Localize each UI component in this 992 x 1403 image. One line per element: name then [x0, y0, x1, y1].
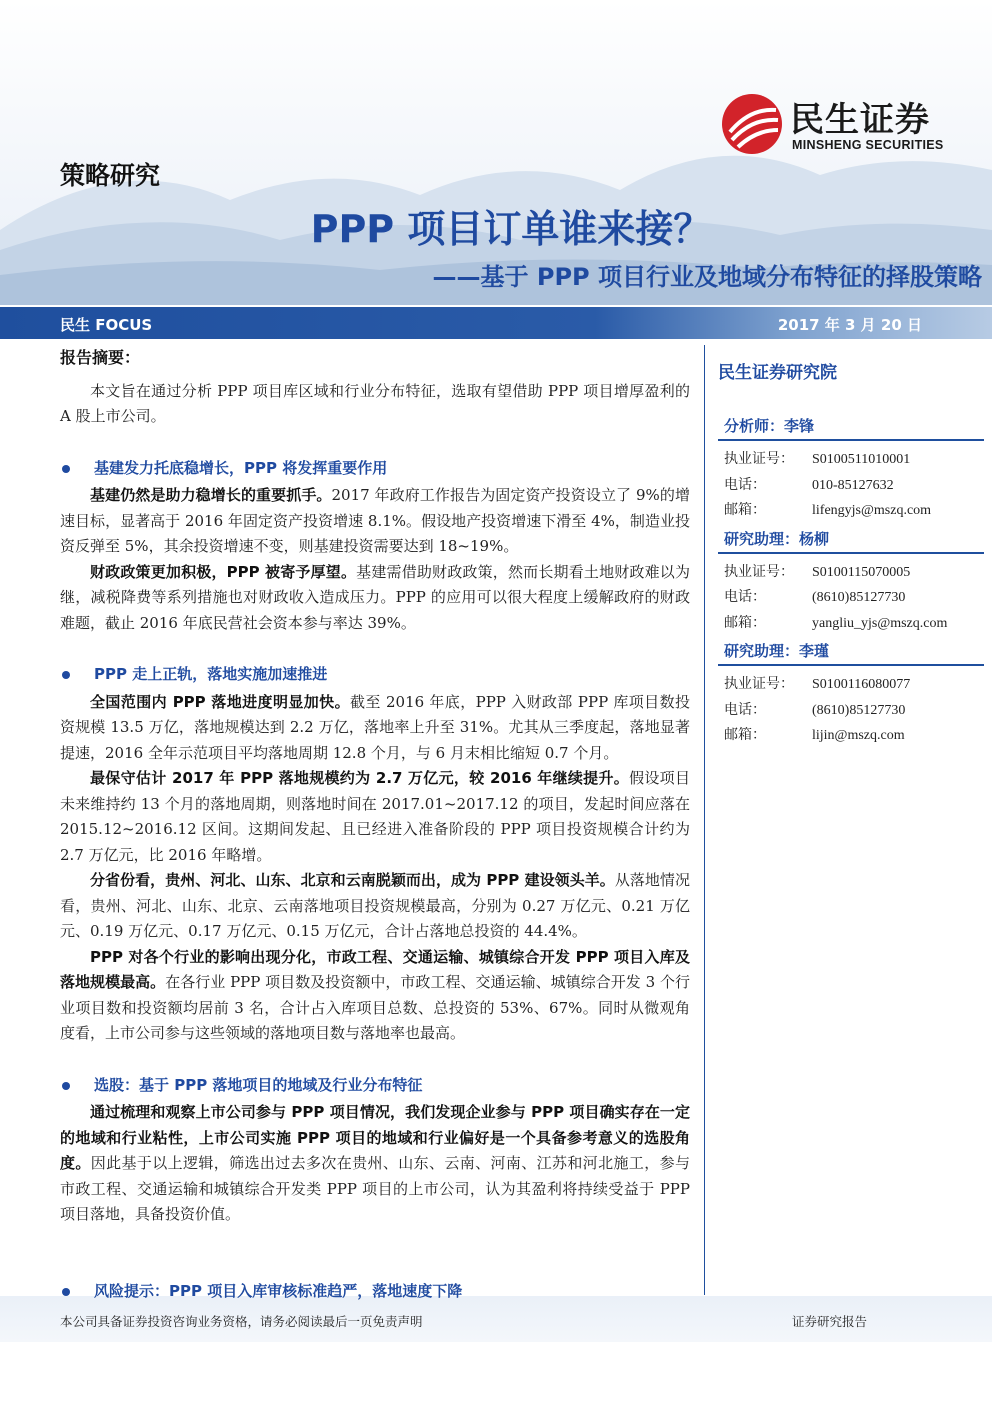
info-key: 电话： — [724, 589, 766, 605]
assistant-block — [718, 640, 984, 749]
info-value: S0100511010001 — [812, 452, 911, 467]
paragraph-text: 从落地情况看，贵州、河北、山东、北京、云南落地项目投资规模最高，分别为 0.27 万亿元、0.21 万亿元、0.19 万亿元、0.17 万亿元、0.15 万亿元，合计占落地总投资的 44.4%。 — [60, 871, 690, 940]
minsheng-logo-icon — [720, 92, 784, 156]
info-row — [718, 560, 984, 586]
paragraph — [60, 690, 690, 767]
paragraph-lead: 全国范围内 PPP 落地进度明显加快。 — [90, 692, 351, 711]
info-row — [718, 611, 984, 637]
email-link[interactable]: lifengyjs@mszq.com — [812, 503, 932, 518]
bullet-icon — [62, 465, 70, 473]
section-heading — [60, 662, 690, 688]
info-value: 010-85127632 — [812, 477, 894, 493]
risk-warning — [60, 1280, 462, 1301]
analyst-block — [718, 415, 984, 524]
paragraph — [60, 868, 690, 945]
paragraph-text: 假设项目未来维持约 13 个月的落地周期，则落地时间在 2017.01~2017.12 的项目，发起时间应落在 2015.12~2016.12 区间。这期间发起、且已经进入准备阶段的 PPP 项目投资规模合计约为 2.7 万亿元，比 2016 年略增。 — [60, 769, 690, 864]
info-value: S0100116080077 — [812, 677, 911, 692]
paragraph-text: 截至 2016 年底，PPP 入财政部 PPP 库项目数投资规模 13.5 万亿，落地规模达到 2.2 万亿，落地率上升至 31%。尤其从三季度起，落地显著提速，2016 全年示范项目平均落地周期 12.8 个月，与 6 月末相比缩短 0.7 个月。 — [60, 692, 690, 762]
bar-series-label: 民生 FOCUS — [60, 316, 153, 334]
bullet-icon — [62, 671, 70, 679]
institute-name: 民生证券研究院 — [718, 363, 837, 383]
info-row — [718, 447, 984, 473]
email-link[interactable]: lijin@mszq.com — [812, 728, 905, 743]
main-column — [60, 345, 690, 1228]
section-heading — [60, 456, 690, 482]
paragraph — [60, 560, 690, 637]
info-key: 执业证号： — [724, 451, 794, 467]
info-key: 邮箱： — [724, 727, 766, 743]
paragraph-lead: PPP 对各个行业的影响出现分化，市政工程、交通运输、城镇综合开发 PPP 项目入库及落地规模最高。 — [60, 947, 690, 991]
paragraph — [60, 483, 690, 560]
info-key: 邮箱： — [724, 614, 766, 631]
paragraph-lead: 基建仍然是助力稳增长的重要抓手。 — [90, 486, 332, 504]
paragraph-lead: 通过梳理和观察上市公司参与 PPP 项目情况，我们发现企业参与 PPP 项目确实存在一定的地域和行业粘性，上市公司实施 PPP 项目的地域和行业偏好是一个具备参考意义的选股角度。 — [60, 1103, 690, 1172]
info-row — [718, 672, 984, 698]
report-subtitle: ——基于 PPP 项目行业及地域分布特征的择股策略 — [432, 263, 982, 291]
paragraph-lead: 最保守估计 2017 年 PPP 落地规模约为 2.7 万亿元，较 2016 年继续提升。 — [90, 769, 630, 787]
person-title: 研究助理：杨柳 — [718, 528, 984, 554]
section-title: 基建发力托底稳增长，PPP 将发挥重要作用 — [94, 458, 388, 477]
info-key: 电话： — [724, 701, 766, 718]
info-key: 邮箱： — [724, 502, 766, 518]
bullet-icon — [62, 1288, 70, 1296]
bullet-icon — [62, 1082, 70, 1090]
info-row — [718, 498, 984, 524]
report-date: 2017 年 3 月 20 日 — [777, 316, 922, 334]
info-key: 执业证号： — [724, 563, 794, 580]
section-title: PPP 走上正轨，落地实施加速推进 — [94, 665, 328, 683]
footer-disclaimer: 本公司具备证券投资咨询业务资格，请务必阅读最后一页免责声明 — [60, 1314, 423, 1329]
section-heading — [60, 1073, 690, 1099]
paragraph-text: 在各行业 PPP 项目数及投资额中，市政工程、交通运输、城镇综合开发 3 个行业项目数和投资额均居前 3 名，合计占入库项目总数、总投资的 53%、67%。同时从微观角度看，上市公司参与这些领域的落地项目数与落地率也最高。 — [60, 973, 690, 1042]
logo-english-name: MINSHENG SECURITIES — [792, 138, 944, 152]
report-title: PPP 项目订单谁来接？ — [310, 207, 712, 251]
paragraph-lead: 分省份看，贵州、河北、山东、北京和云南脱颖而出，成为 PPP 建设领头羊。 — [90, 871, 615, 889]
info-row — [718, 698, 984, 724]
assistant-block — [718, 528, 984, 637]
paragraph-text: 基建需借助财政政策，然而长期看土地财政难以为继，减税降费等系列措施也对财政收入造成压力。PPP 的应用可以很大程度上缓解政府的财政难题，截止 2016 年底民营社会资本参与率达 39%。 — [60, 562, 690, 632]
info-row — [718, 723, 984, 749]
info-key: 电话： — [724, 476, 766, 493]
paragraph — [60, 766, 690, 868]
summary-intro: 本文旨在通过分析 PPP 项目库区域和行业分布特征，选取有望借助 PPP 项目增厚盈利的 A 股上市公司。 — [60, 381, 690, 425]
summary-heading: 报告摘要： — [60, 348, 141, 367]
column-divider — [704, 345, 705, 1295]
info-value: (8610)85127730 — [812, 702, 906, 718]
info-key: 执业证号： — [724, 676, 794, 692]
footer-doc-type: 证券研究报告 — [791, 1314, 867, 1329]
info-value: (8610)85127730 — [812, 590, 906, 605]
paragraph-lead: 财政政策更加积极，PPP 被寄予厚望。 — [90, 562, 357, 581]
risk-text: 风险提示：PPP 项目入库审核标准趋严，落地速度下降 — [94, 1282, 463, 1300]
info-row — [718, 473, 984, 499]
section-title: 选股：基于 PPP 落地项目的地域及行业分布特征 — [94, 1075, 423, 1094]
person-title: 分析师：李锋 — [718, 415, 984, 441]
sidebar — [718, 358, 984, 753]
paragraph — [60, 1100, 690, 1228]
logo-chinese-name: 民生证券 — [790, 100, 930, 140]
company-logo — [720, 92, 960, 158]
paragraph-text: 因此基于以上逻辑，筛选出过去多次在贵州、山东、云南、河南、江苏和河北施工，参与市政工程、交通运输和城镇综合开发类 PPP 项目的上市公司，认为其盈利将持续受益于 PPP 项目落地，具备投资价值。 — [60, 1154, 690, 1223]
paragraph-text: 2017 年政府工作报告为固定资产投资设立了 9%的增速目标，显著高于 2016 年固定资产投资增速 8.1%。假设地产投资增速下滑至 4%，制造业投资反弹至 5%，其余投资增速不变，则基建投资需要达到 18~19%。 — [60, 486, 690, 555]
email-link[interactable]: yangliu_yjs@mszq.com — [812, 615, 948, 631]
report-category: 策略研究 — [60, 161, 161, 190]
info-row — [718, 585, 984, 611]
paragraph — [60, 945, 690, 1047]
info-value: S0100115070005 — [812, 564, 911, 580]
person-title: 研究助理：李瑾 — [718, 640, 984, 666]
